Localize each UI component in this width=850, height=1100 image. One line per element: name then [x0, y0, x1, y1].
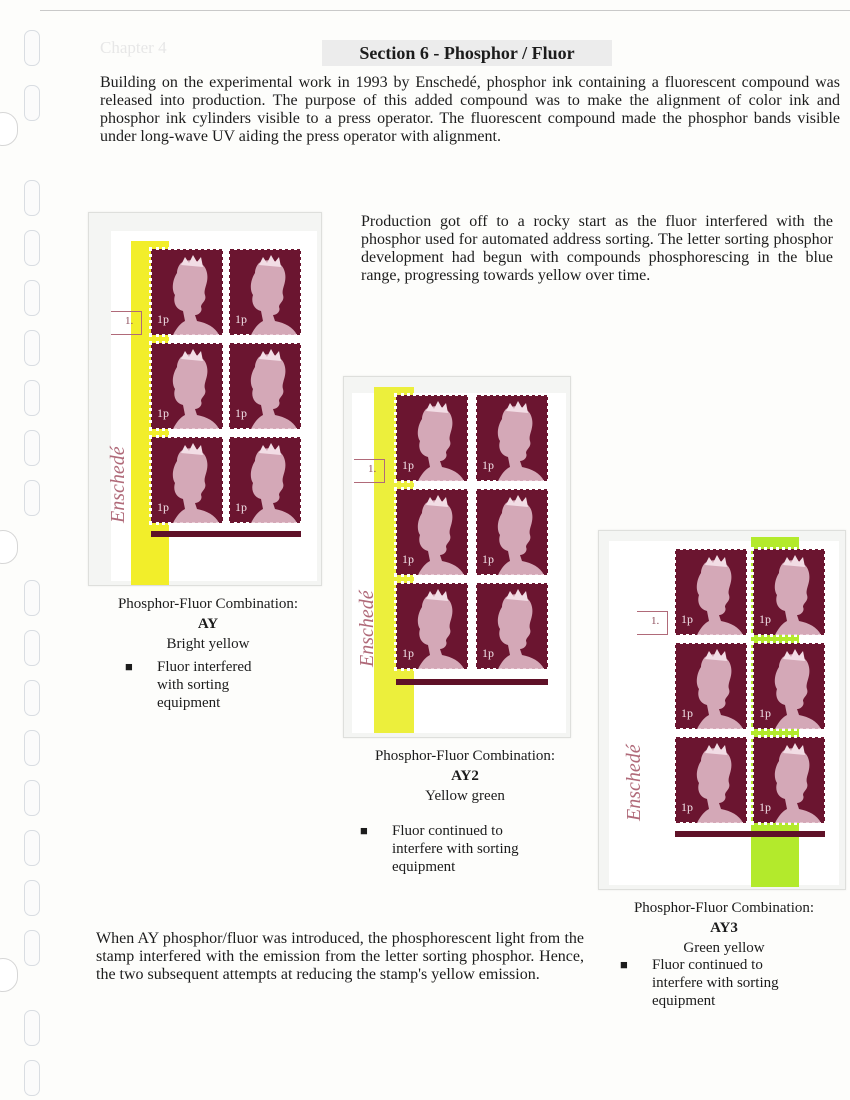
cylinder-box: 1. — [111, 311, 142, 335]
production-paragraph: Production got off to a rocky start as the fluor interfered with the phosphor used for automated address sorting. The letter sorting phosphor development had begun with compounds phosphorescing in the blue range, progressing towards yellow over time. — [361, 213, 833, 284]
note-ay: ■ Fluor interfered with sorting equipment — [125, 659, 252, 711]
stamp: 1p — [675, 643, 747, 729]
stamp: 1p — [151, 343, 223, 429]
stamp: 1p — [476, 395, 548, 481]
stamp: 1p — [753, 549, 825, 635]
closing-paragraph: When AY phosphor/fluor was introduced, the phosphorescent light from the stamp interfered with the emission from the letter sorting phosphor. Hence, the two subsequent attempts at reducing the stamp's yellow emission. — [96, 930, 584, 983]
cylinder-box: 1. — [637, 611, 668, 635]
stamp: 1p — [675, 737, 747, 823]
stamp: 1p — [229, 249, 301, 335]
stamp: 1p — [396, 395, 468, 481]
note-ay3: ■ Fluor continued to interfere with sorting equipment — [620, 957, 779, 1009]
chapter-label: Chapter 4 — [100, 38, 167, 57]
stamp-block-ay2 — [343, 376, 571, 738]
stamp: 1p — [476, 489, 548, 575]
stamp: 1p — [753, 643, 825, 729]
stamp-block-ay3 — [598, 530, 846, 890]
note-ay2: ■ Fluor continued to interfere with sorting equipment — [360, 823, 519, 875]
section-title: Section 6 - Phosphor / Fluor — [322, 40, 612, 66]
stamp: 1p — [396, 489, 468, 575]
top-rule — [40, 10, 850, 11]
stamp: 1p — [151, 249, 223, 335]
stamp: 1p — [151, 437, 223, 523]
stamp: 1p — [476, 583, 548, 669]
stamp: 1p — [396, 583, 468, 669]
printer-inscription: Enschedé — [356, 590, 378, 667]
stamp: 1p — [753, 737, 825, 823]
cylinder-box: 1. — [354, 459, 385, 483]
stamp-block-ay — [88, 212, 322, 586]
margin-rule — [151, 531, 301, 537]
margin-rule — [396, 679, 548, 685]
binder-strip — [0, 0, 52, 1100]
stamp: 1p — [675, 549, 747, 635]
caption-ay3: Phosphor-Fluor Combination: AY3 Green yellow — [633, 900, 815, 956]
caption-ay2: Phosphor-Fluor Combination: AY2 Yellow green — [374, 748, 556, 804]
stamp: 1p — [229, 343, 301, 429]
intro-paragraph: Building on the experimental work in 1993 by Enschedé, phosphor ink containing a fluorescent compound was released into production. The purpose of this added compound was to make the alignment of color ink and phosphor ink cylinders visible to a press operator. The fluorescent compound made the phosphor bands visible under long-wave UV aiding the press operator with alignment. — [100, 74, 840, 145]
stamp: 1p — [229, 437, 301, 523]
printer-inscription: Enschedé — [623, 744, 645, 821]
margin-rule — [675, 831, 825, 837]
printer-inscription: Enschedé — [107, 446, 129, 523]
caption-ay: Phosphor-Fluor Combination: AY Bright yellow — [117, 596, 299, 652]
